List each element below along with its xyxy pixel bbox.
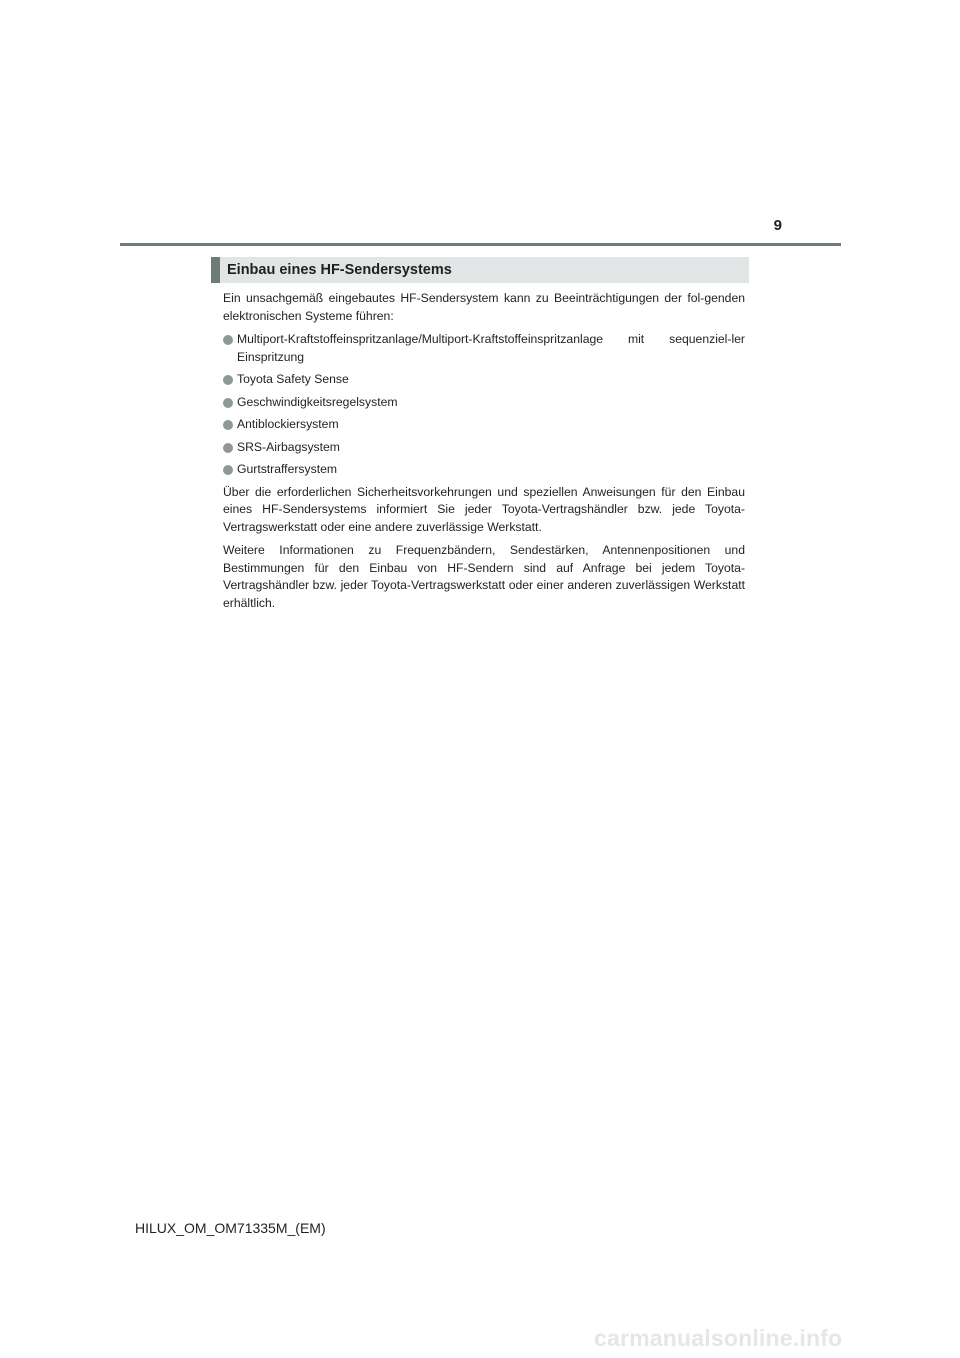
list-item-text: Multiport-Kraftstoffeinspritzanlage/Multiport-Kraftstoffeinspritzanlage mit sequenziel-ler Einspritzung	[237, 332, 745, 364]
section-heading: Einbau eines HF-Sendersystems	[211, 257, 749, 283]
list-item-text: SRS-Airbagsystem	[237, 439, 340, 454]
further-information-paragraph: Weitere Informationen zu Frequenzbändern, Sendestärken, Antennenpositionen und Bestimmungen für den Einbau von HF-Sendern sind auf Anfrage bei jedem Toyota-Vertragshändler bzw. jeder Toyota-Vertragswerkstatt oder einer anderen zuverlässigen Werkstatt erhältlich.	[223, 543, 745, 610]
list-item	[223, 439, 745, 457]
bullet-icon	[223, 398, 233, 408]
list-item-text: Antiblockiersystem	[237, 417, 339, 431]
list-item	[223, 394, 745, 412]
bullet-icon	[223, 420, 233, 430]
bullet-icon	[223, 443, 233, 453]
list-item	[223, 331, 745, 366]
bullet-icon	[223, 375, 233, 385]
list-item-text: Gurtstraffersystem	[237, 462, 338, 476]
list-item	[223, 371, 745, 389]
list-item	[223, 416, 745, 434]
watermark: carmanualsonline.info	[594, 1325, 843, 1351]
header-rule	[120, 243, 841, 246]
document-code: HILUX_OM_OM71335M_(EM)	[135, 1220, 326, 1236]
intro-paragraph: Ein unsachgemäß eingebautes HF-Sendersystem kann zu Beeinträchtigungen der fol-genden elektronischen Systeme führen:	[223, 291, 745, 323]
list-item-text: Geschwindigkeitsregelsystem	[237, 394, 398, 409]
page-number: 9	[773, 217, 782, 234]
list-item-text: Toyota Safety Sense	[237, 372, 349, 386]
list-item	[223, 461, 745, 479]
section-body	[223, 290, 745, 618]
bullet-icon	[223, 335, 233, 345]
system-list	[223, 331, 745, 479]
bullet-icon	[223, 465, 233, 475]
safety-instructions-paragraph: Über die erforderlichen Sicherheitsvorkehrungen und speziellen Anweisungen für den Einbau eines HF-Sendersystems informiert Sie jeder Toyota-Vertragshändler bzw. jede Toyota-Vertragswerkstatt oder eine andere zuverlässige Werkstatt.	[223, 484, 745, 534]
